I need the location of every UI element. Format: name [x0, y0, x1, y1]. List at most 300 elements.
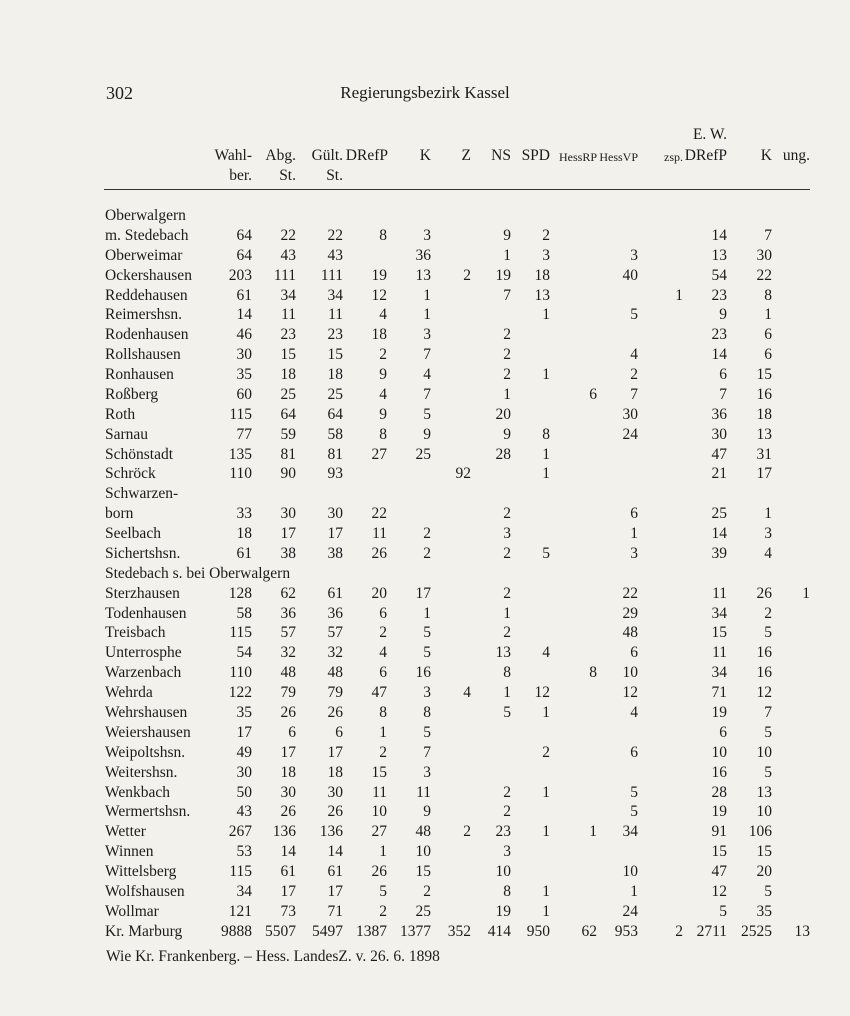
cell-guelt: 58	[327, 425, 343, 443]
table-row	[0, 584, 850, 604]
cell-k2: 17	[756, 465, 772, 483]
cell-ew_drefp: 34	[711, 664, 727, 682]
table-row	[0, 604, 850, 624]
cell-hessvp: 22	[622, 584, 638, 602]
cell-abg: 6	[288, 723, 296, 741]
cell-hessvp: 3	[630, 544, 638, 562]
cell-guelt: 81	[327, 445, 343, 463]
column-header-ew_drefp: DRefP	[684, 147, 727, 164]
cell-drefp: 22	[371, 505, 387, 523]
table-row	[0, 206, 850, 226]
cell-k2: 16	[756, 385, 772, 403]
table-row	[0, 286, 850, 306]
cell-ns: 1	[503, 604, 511, 622]
cell-ew_drefp: 6	[719, 723, 727, 741]
cell-ew_drefp: 28	[711, 783, 727, 801]
cell-k: 25	[415, 445, 431, 463]
cell-ew_drefp: 23	[711, 326, 727, 344]
cell-hessvp: 6	[630, 644, 638, 662]
cell-k2: 18	[756, 405, 772, 423]
cell-abg: 81	[280, 445, 296, 463]
cell-wahlber: 122	[228, 684, 252, 702]
cell-k2: 5	[764, 882, 772, 900]
cell-hessvp: 10	[622, 863, 638, 881]
cell-k2: 13	[756, 783, 772, 801]
cell-ew_drefp: 6	[719, 366, 727, 384]
cell-z: 4	[463, 684, 471, 702]
cell-ns: 19	[495, 266, 511, 284]
cell-k2: 16	[756, 644, 772, 662]
cell-z: 92	[455, 465, 471, 483]
cell-wahlber: 53	[236, 843, 252, 861]
cell-drefp: 4	[379, 306, 387, 324]
running-head: Regierungsbezirk Kassel	[340, 83, 510, 102]
cell-drefp: 2	[379, 902, 387, 920]
table-row	[0, 385, 850, 405]
column-header-drefp: DRefP	[345, 147, 388, 164]
cell-drefp: 5	[379, 882, 387, 900]
cell-wahlber: 9888	[221, 922, 252, 940]
cell-abg: 5507	[265, 922, 296, 940]
cell-drefp: 20	[371, 584, 387, 602]
table-row	[0, 703, 850, 723]
table-row	[0, 822, 850, 842]
table-row	[0, 345, 850, 365]
cell-hessvp: 5	[630, 803, 638, 821]
cell-abg: 62	[280, 584, 296, 602]
cell-spd: 4	[542, 644, 550, 662]
table-row	[0, 405, 850, 425]
cell-k2: 5	[764, 723, 772, 741]
cell-spd: 1	[542, 306, 550, 324]
cell-drefp: 8	[379, 704, 387, 721]
cell-ew_drefp: 5	[719, 902, 727, 920]
table-row	[0, 266, 850, 286]
cell-ew_drefp: 25	[711, 505, 727, 523]
cell-k2: 6	[764, 346, 772, 364]
cell-k2: 7	[764, 226, 772, 244]
cell-guelt: 17	[327, 882, 343, 900]
cell-drefp: 27	[371, 823, 387, 841]
cell-hessvp: 34	[622, 823, 638, 841]
cell-abg: 17	[280, 525, 296, 543]
cell-guelt: 6	[335, 723, 343, 741]
cell-hessvp: 1	[630, 882, 638, 900]
cell-ew_drefp: 71	[711, 684, 727, 702]
cell-ew_drefp: 7	[719, 385, 727, 403]
cell-ew_drefp: 54	[711, 266, 727, 284]
cell-drefp: 26	[371, 863, 387, 881]
table-row	[0, 504, 850, 524]
cell-guelt: 79	[327, 684, 343, 702]
cell-wahlber: 18	[236, 525, 252, 543]
row-name: Weiershausen	[105, 723, 191, 741]
cell-k: 9	[423, 803, 431, 821]
table-row	[0, 305, 850, 325]
cell-zsp: 2	[675, 922, 683, 940]
cell-ns: 2	[503, 544, 511, 562]
cell-ew_drefp: 14	[711, 525, 727, 543]
cell-abg: 34	[280, 286, 296, 304]
cell-k2: 10	[756, 743, 772, 761]
cell-guelt: 23	[327, 326, 343, 344]
cell-guelt: 26	[327, 803, 343, 821]
cell-k2: 2	[764, 604, 772, 622]
cell-guelt: 25	[327, 385, 343, 403]
cell-k: 3	[423, 226, 431, 244]
table-row	[0, 663, 850, 683]
cell-ns: 2	[503, 624, 511, 642]
cell-k2: 13	[756, 425, 772, 443]
cell-spd: 2	[542, 743, 550, 761]
cell-drefp: 11	[372, 525, 387, 543]
cell-ew_drefp: 47	[711, 445, 727, 463]
cell-ung: 1	[802, 584, 810, 602]
cell-drefp: 2	[379, 743, 387, 761]
cell-spd: 12	[534, 684, 550, 702]
cell-drefp: 6	[379, 664, 387, 682]
cell-abg: 32	[280, 644, 296, 662]
cell-k: 16	[415, 664, 431, 682]
cell-guelt: 18	[327, 366, 343, 384]
cell-ew_drefp: 10	[711, 743, 727, 761]
cell-guelt: 17	[327, 525, 343, 543]
table-row	[0, 842, 850, 862]
cell-k: 5	[423, 723, 431, 741]
cell-guelt: 93	[327, 465, 343, 483]
column-header-z: Z	[461, 147, 471, 164]
cell-ns: 3	[503, 525, 511, 543]
cell-k: 7	[423, 743, 431, 761]
cell-ew_drefp: 14	[711, 226, 727, 244]
cell-hessvp: 5	[630, 306, 638, 324]
cell-ew_drefp: 12	[711, 882, 727, 900]
row-name: Wetter	[105, 823, 146, 841]
cell-k2: 106	[748, 823, 772, 841]
cell-ns: 2	[503, 803, 511, 821]
cell-k: 1	[423, 604, 431, 622]
cell-drefp: 8	[379, 226, 387, 244]
cell-abg: 22	[280, 226, 296, 244]
cell-ns: 9	[503, 226, 511, 244]
row-name: Weitershsn.	[105, 763, 178, 781]
cell-spd: 2	[542, 226, 550, 244]
cell-k: 13	[415, 266, 431, 284]
column-header-hessrp: HessRP	[558, 150, 597, 164]
cell-k: 1377	[400, 922, 431, 940]
cell-k: 7	[423, 385, 431, 403]
cell-ns: 8	[503, 664, 511, 682]
cell-guelt: 36	[327, 604, 343, 622]
row-name: Reimershsn.	[105, 306, 183, 324]
cell-k: 36	[415, 246, 431, 264]
cell-wahlber: 110	[229, 465, 252, 483]
column-header-spd: SPD	[521, 147, 550, 164]
row-name: Wehrshausen	[105, 704, 188, 721]
cell-guelt: 17	[327, 743, 343, 761]
row-name: Schwarzen-	[105, 485, 179, 503]
cell-abg: 18	[280, 366, 296, 384]
cell-guelt: 30	[327, 505, 343, 523]
cell-drefp: 27	[371, 445, 387, 463]
cell-wahlber: 115	[229, 863, 252, 881]
cell-hessvp: 3	[630, 246, 638, 264]
cell-ew_drefp: 15	[711, 843, 727, 861]
table-row	[0, 783, 850, 803]
cell-k: 3	[423, 684, 431, 702]
cell-wahlber: 49	[236, 743, 252, 761]
cell-k: 15	[415, 863, 431, 881]
row-name: Schönstadt	[105, 445, 174, 463]
cell-drefp: 15	[371, 763, 387, 781]
row-name: Oberwalgern	[105, 207, 186, 224]
cell-k: 48	[415, 823, 431, 841]
cell-abg: 11	[281, 306, 296, 324]
cell-wahlber: 17	[236, 723, 252, 741]
cell-wahlber: 46	[236, 326, 252, 344]
cell-spd: 1	[542, 366, 550, 384]
row-name: Kr. Marburg	[105, 922, 183, 940]
table-row	[0, 484, 850, 504]
cell-zsp: 1	[675, 286, 683, 304]
cell-wahlber: 30	[236, 763, 252, 781]
cell-ew_drefp: 34	[711, 604, 727, 622]
cell-hessrp: 8	[589, 664, 597, 682]
cell-wahlber: 121	[228, 902, 252, 920]
cell-spd: 18	[534, 266, 550, 284]
cell-ns: 13	[495, 644, 511, 662]
cell-guelt: 32	[327, 644, 343, 662]
cell-hessvp: 6	[630, 743, 638, 761]
cell-abg: 36	[280, 604, 296, 622]
cell-ung: 13	[794, 922, 810, 940]
cell-guelt: 136	[319, 823, 343, 841]
cell-abg: 61	[280, 863, 296, 881]
row-name: Winnen	[105, 843, 154, 861]
row-name: Sarnau	[105, 425, 149, 443]
cell-guelt: 38	[327, 544, 343, 562]
cell-k2: 16	[756, 664, 772, 682]
row-name: Todenhausen	[105, 604, 187, 622]
cell-guelt: 57	[327, 624, 343, 642]
cell-abg: 73	[280, 902, 296, 920]
cell-k: 7	[423, 346, 431, 364]
cell-drefp: 2	[379, 346, 387, 364]
cell-wahlber: 33	[236, 505, 252, 523]
column-header-wahlber: Wahl-	[214, 147, 252, 164]
cell-spd: 1	[542, 823, 550, 841]
cell-abg: 90	[280, 465, 296, 483]
cell-spd: 1	[542, 445, 550, 463]
row-name: Seelbach	[105, 525, 161, 543]
cell-abg: 14	[280, 843, 296, 861]
table-row	[0, 564, 850, 584]
table-row	[0, 922, 850, 942]
cell-abg: 48	[280, 664, 296, 682]
cell-ew_drefp: 91	[711, 823, 727, 841]
cell-ew_drefp: 19	[711, 803, 727, 821]
cell-k2: 2525	[741, 922, 772, 940]
cell-abg: 25	[280, 385, 296, 403]
cell-spd: 13	[534, 286, 550, 304]
cell-wahlber: 203	[228, 266, 252, 284]
cell-ew_drefp: 47	[711, 863, 727, 881]
cell-k: 25	[415, 902, 431, 920]
cell-k: 17	[415, 584, 431, 602]
column-header-hessvp: HessVP	[599, 150, 638, 164]
cell-drefp: 18	[371, 326, 387, 344]
cell-hessvp: 2	[630, 366, 638, 384]
cell-ns: 2	[503, 783, 511, 801]
cell-spd: 1	[542, 783, 550, 801]
column-header-k2: K	[760, 147, 772, 164]
row-name: Ockershausen	[105, 266, 192, 284]
cell-drefp: 11	[372, 783, 387, 801]
cell-drefp: 1387	[356, 922, 387, 940]
cell-ns: 2	[503, 326, 511, 344]
table-row	[0, 325, 850, 345]
row-name: Roßberg	[105, 385, 159, 403]
column-header-zsp: zsp.	[664, 150, 683, 164]
cell-hessvp: 4	[630, 704, 638, 721]
cell-spd: 5	[542, 544, 550, 562]
table-row	[0, 226, 850, 246]
table-row	[0, 524, 850, 544]
cell-drefp: 9	[379, 366, 387, 384]
cell-hessvp: 48	[622, 624, 638, 642]
cell-hessvp: 7	[630, 385, 638, 403]
column-header-abg-line2: St.	[279, 167, 296, 184]
cell-hessrp: 1	[589, 823, 597, 841]
cell-guelt: 61	[327, 863, 343, 881]
cell-k2: 6	[764, 326, 772, 344]
cell-ns: 3	[503, 843, 511, 861]
cell-abg: 136	[272, 823, 296, 841]
table-row	[0, 902, 850, 922]
row-name: Weipoltshsn.	[105, 743, 186, 761]
row-name: Unterrosphe	[105, 644, 182, 662]
row-name: born	[105, 505, 134, 523]
cell-ew_drefp: 23	[711, 286, 727, 304]
cell-wahlber: 50	[236, 783, 252, 801]
cell-ns: 2	[503, 366, 511, 384]
table-row	[0, 862, 850, 882]
cell-abg: 111	[273, 266, 296, 284]
cell-hessvp: 12	[622, 684, 638, 702]
column-header-wahlber-line2: ber.	[229, 167, 252, 184]
cell-ew_drefp: 16	[711, 763, 727, 781]
cell-abg: 57	[280, 624, 296, 642]
cell-k: 2	[423, 525, 431, 543]
cell-drefp: 4	[379, 644, 387, 662]
cell-wahlber: 35	[236, 366, 252, 384]
cell-ew_drefp: 36	[711, 405, 727, 423]
table-row	[0, 246, 850, 266]
cell-k2: 15	[756, 843, 772, 861]
table-row	[0, 544, 850, 564]
cell-k2: 30	[756, 246, 772, 264]
cell-hessvp: 6	[630, 505, 638, 523]
cell-spd: 3	[542, 246, 550, 264]
cell-wahlber: 128	[228, 584, 252, 602]
table-row	[0, 743, 850, 763]
cell-ew_drefp: 14	[711, 346, 727, 364]
cell-ns: 5	[503, 704, 511, 721]
row-name: Wenkbach	[105, 783, 171, 801]
cell-abg: 30	[280, 783, 296, 801]
cell-drefp: 9	[379, 405, 387, 423]
cell-guelt: 14	[327, 843, 343, 861]
row-name: Rodenhausen	[105, 326, 189, 344]
cell-z: 2	[463, 266, 471, 284]
row-name: Roth	[105, 405, 136, 423]
cell-k2: 12	[756, 684, 772, 702]
cell-k: 8	[423, 704, 431, 721]
row-name: Wollmar	[105, 902, 159, 920]
cell-ns: 8	[503, 882, 511, 900]
cell-ew_drefp: 11	[712, 584, 727, 602]
cell-k: 5	[423, 405, 431, 423]
cell-hessvp: 953	[614, 922, 638, 940]
cell-hessvp: 30	[622, 405, 638, 423]
cell-wahlber: 61	[236, 286, 252, 304]
cell-abg: 43	[280, 246, 296, 264]
cell-ns: 7	[503, 286, 511, 304]
cell-drefp: 1	[379, 843, 387, 861]
cell-k: 2	[423, 544, 431, 562]
table-row	[0, 445, 850, 465]
cell-guelt: 71	[327, 902, 343, 920]
row-name: Schröck	[105, 465, 156, 483]
cell-hessvp: 29	[622, 604, 638, 622]
table-row	[0, 365, 850, 385]
row-name: Wehrda	[105, 684, 153, 702]
cell-ns: 10	[495, 863, 511, 881]
cell-abg: 23	[280, 326, 296, 344]
cell-wahlber: 267	[228, 823, 252, 841]
cell-wahlber: 77	[236, 425, 252, 443]
cell-ns: 1	[503, 385, 511, 403]
cell-wahlber: 43	[236, 803, 252, 821]
cell-abg: 30	[280, 505, 296, 523]
cell-hessvp: 40	[622, 266, 638, 284]
column-header-ns: NS	[491, 147, 511, 164]
cell-wahlber: 14	[236, 306, 252, 324]
row-name: Treisbach	[105, 624, 166, 642]
cell-ns: 19	[495, 902, 511, 920]
column-header-k: K	[419, 147, 431, 164]
cell-ew_drefp: 30	[711, 425, 727, 443]
page-number: 302	[106, 83, 133, 103]
column-header-abg: Abg.	[265, 147, 296, 164]
cell-drefp: 12	[371, 286, 387, 304]
cell-wahlber: 60	[236, 385, 252, 403]
cell-k2: 3	[764, 525, 772, 543]
row-name: Stedebach s. bei Oberwalgern	[105, 564, 291, 582]
cell-ns: 28	[495, 445, 511, 463]
cell-abg: 59	[280, 425, 296, 443]
cell-wahlber: 54	[236, 644, 252, 662]
row-name: Warzenbach	[105, 664, 182, 682]
cell-hessrp: 62	[581, 922, 597, 940]
cell-drefp: 26	[371, 544, 387, 562]
cell-guelt: 11	[328, 306, 343, 324]
cell-abg: 17	[280, 882, 296, 900]
cell-guelt: 15	[327, 346, 343, 364]
cell-abg: 79	[280, 684, 296, 702]
cell-ns: 23	[495, 823, 511, 841]
cell-wahlber: 135	[228, 445, 252, 463]
